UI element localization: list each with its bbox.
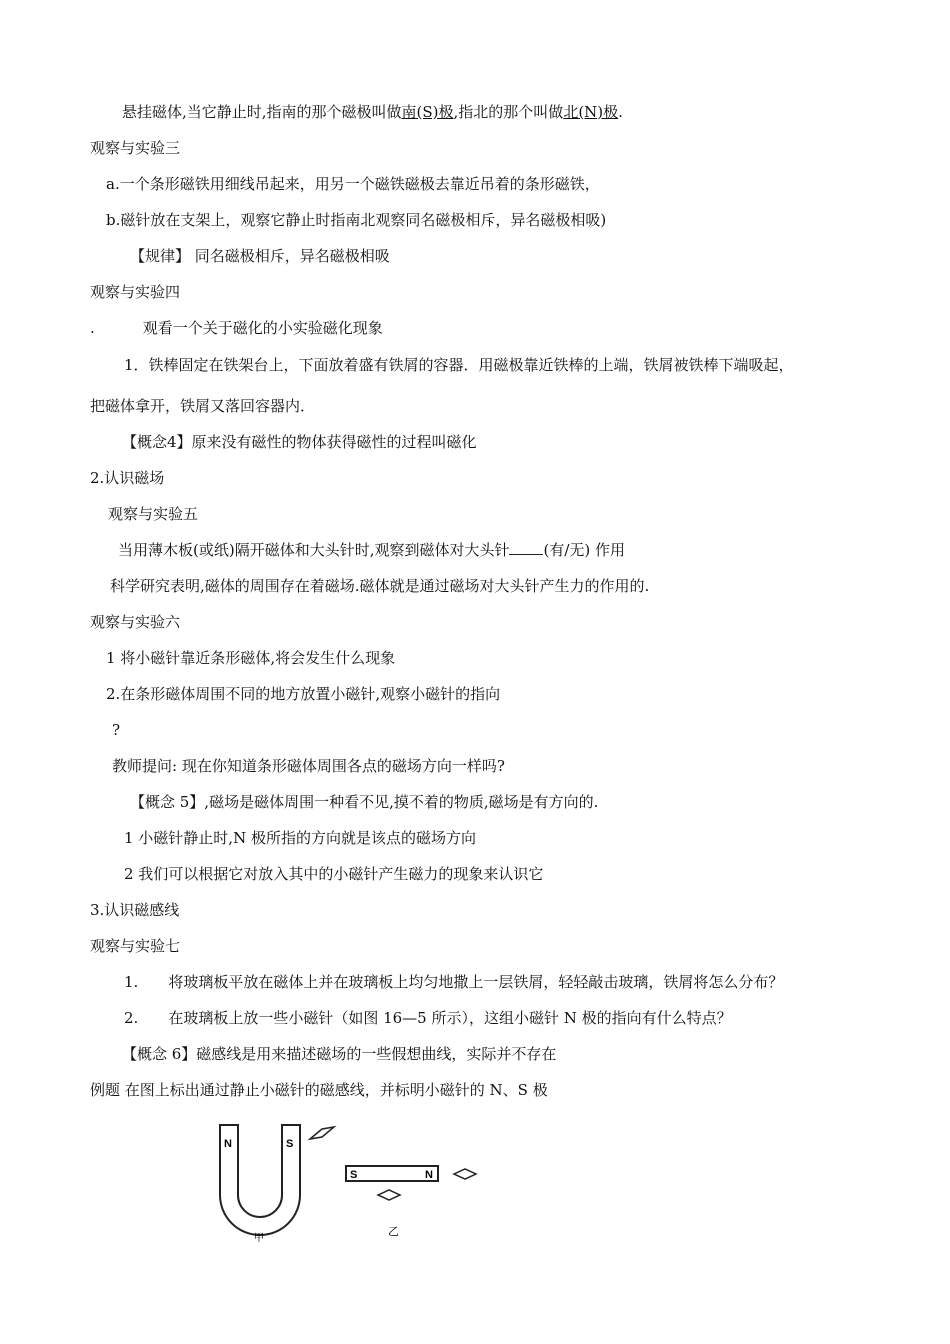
example-question: 例题 在图上标出通过静止小磁针的磁感线，并标明小磁针的 N、S 极 xyxy=(90,1081,548,1099)
text-segment: 在玻璃板上放一些小磁针（如图 16—5 所示），这组小磁针 N 极的指向有什么特点？ xyxy=(168,1009,732,1027)
section-heading: 观察与实验四 xyxy=(90,283,181,301)
section-heading: 2.认识磁场 xyxy=(90,469,165,487)
concept-5: 【概念 5】,磁场是磁体周围一种看不见,摸不着的物质,磁场是有方向的. xyxy=(130,793,599,811)
step-number: 2. xyxy=(124,1009,139,1027)
caption-left: 甲 xyxy=(254,1233,264,1244)
answer-south-pole: 南(S)极 xyxy=(401,103,454,121)
answer-blank[interactable] xyxy=(509,540,543,555)
text-segment: . xyxy=(90,319,95,337)
compass-needle-icon xyxy=(310,1127,334,1139)
concept-5-point-2: 2 我们可以根据它对放入其中的小磁针产生磁力的现象来认识它 xyxy=(124,865,544,883)
text-segment: . xyxy=(618,103,623,121)
text-segment: 观看一个关于磁化的小实验磁化现象 xyxy=(142,319,383,337)
experiment-step-a: a.一个条形磁铁用细线吊起来，用另一个磁铁磁极去靠近吊着的条形磁铁， xyxy=(106,175,600,193)
text-segment: 悬挂磁体,当它静止时,指南的那个磁极叫做 xyxy=(122,103,402,121)
experiment-7-step-1 xyxy=(124,972,783,992)
u-magnet-s-label: S xyxy=(286,1138,294,1150)
text-line-9: 把磁体拿开，铁屑又落回容器内． xyxy=(90,397,316,415)
u-magnet-n-label: N xyxy=(224,1138,232,1150)
text-segment: (有/无) 作用 xyxy=(543,541,626,559)
compass-needle-icon xyxy=(454,1169,476,1179)
text-segment: 将玻璃板平放在磁体上并在玻璃板上均匀地撒上一层铁屑，轻轻敲击玻璃，铁屑将怎么分布？ xyxy=(168,973,784,991)
section-heading: 观察与实验五 xyxy=(108,505,199,523)
compass-needle-icon xyxy=(378,1190,400,1200)
bar-magnet-n-label: N xyxy=(425,1169,433,1181)
section-heading: 3.认识磁感线 xyxy=(90,901,180,919)
experiment-step-b: b.磁针放在支架上，观察它静止时指南北观察同名磁极相斥，异名磁极相吸) xyxy=(106,211,607,229)
text-line-7 xyxy=(90,318,383,338)
concept-6: 【概念 6】磁感线是用来描述磁场的一些假想曲线，实际并不存在 xyxy=(122,1045,557,1063)
magnet-figure xyxy=(210,1115,500,1245)
rule-statement: 【规律】 同名磁极相斥，异名磁极相吸 xyxy=(130,247,390,265)
experiment-7-step-2 xyxy=(124,1008,732,1028)
caption-right: 乙 xyxy=(388,1225,399,1238)
text-line-1 xyxy=(122,102,623,122)
text-segment: 当用薄木板(或纸)隔开磁体和大头针时,观察到磁体对大头针 xyxy=(118,541,510,559)
teacher-question: 教师提问: 现在你知道条形磁体周围各点的磁场方向一样吗? xyxy=(112,757,505,775)
text-line-13 xyxy=(118,540,625,560)
question-1: 1 将小磁针靠近条形磁体,将会发生什么现象 xyxy=(106,649,396,667)
section-heading: 观察与实验七 xyxy=(90,937,181,955)
answer-north-pole: 北(N)极 xyxy=(563,103,619,121)
question-2: 2.在条形磁体周围不同的地方放置小磁针,观察小磁针的指向 xyxy=(106,685,501,703)
step-number: 1. xyxy=(124,973,139,991)
bar-magnet-s-label: S xyxy=(350,1169,358,1181)
section-heading: 观察与实验三 xyxy=(90,139,181,157)
text-line-18: ? xyxy=(112,721,121,739)
text-segment: ,指北的那个叫做 xyxy=(453,103,564,121)
experiment-step-1: 1．铁棒固定在铁架台上，下面放着盛有铁屑的容器．用磁极靠近铁棒的上端，铁屑被铁棒下端吸起， xyxy=(124,356,794,374)
concept-4: 【概念4】原来没有磁性的物体获得磁性的过程叫磁化 xyxy=(122,433,477,451)
concept-5-point-1: 1 小磁针静止时,N 极所指的方向就是该点的磁场方向 xyxy=(124,829,476,847)
section-heading: 观察与实验六 xyxy=(90,613,181,631)
text-line-14: 科学研究表明,磁体的周围存在着磁场.磁体就是通过磁场对大头针产生力的作用的. xyxy=(110,577,650,595)
